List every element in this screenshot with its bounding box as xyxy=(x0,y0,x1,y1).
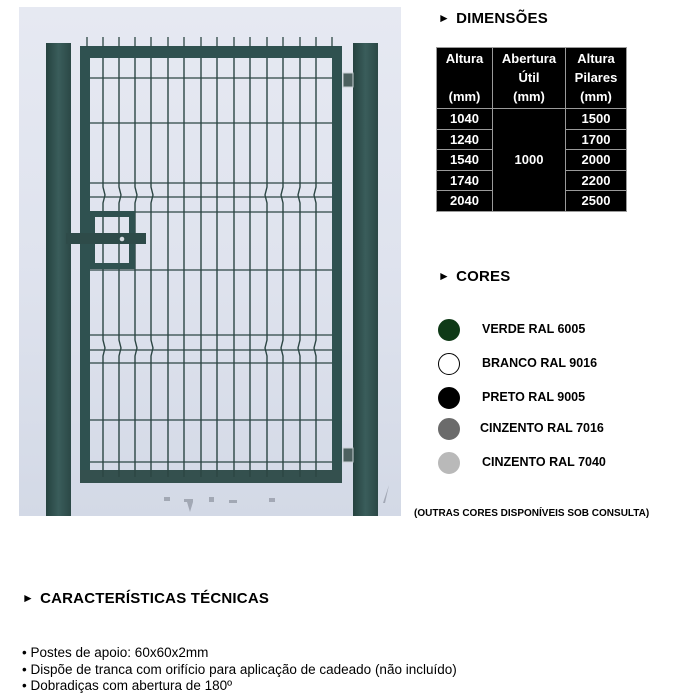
colors-heading: ► CORES xyxy=(438,268,511,285)
header-altura-pilares: Altura Pilares (mm) xyxy=(566,48,627,109)
color-swatch xyxy=(438,353,460,375)
triangle-bullet-icon: ► xyxy=(438,11,451,25)
dimensions-heading: ► DIMENSÕES xyxy=(438,10,548,27)
color-option-preto: PRETO RAL 9005 xyxy=(438,385,460,411)
mesh-horizontals xyxy=(90,78,332,462)
table-row: 1040 1000 1500 xyxy=(437,109,627,130)
dimensions-table xyxy=(436,47,627,212)
color-swatch xyxy=(438,452,460,474)
other-colors-note: (OUTRAS CORES DISPONÍVEIS SOB CONSULTA) xyxy=(414,508,650,519)
list-item: • Postes de apoio: 60x60x2mm xyxy=(22,645,457,662)
color-swatch xyxy=(438,387,460,409)
lock-hardware xyxy=(66,214,146,266)
product-photo xyxy=(19,7,401,516)
hinges xyxy=(343,73,353,462)
table-row: 1540 2000 xyxy=(437,150,627,171)
right-post xyxy=(353,43,378,516)
left-post xyxy=(46,43,71,516)
technical-heading: ► CARACTERÍSTICAS TÉCNICAS xyxy=(22,590,270,607)
table-header-row xyxy=(437,48,627,109)
triangle-bullet-icon: ► xyxy=(22,591,35,605)
gate-illustration xyxy=(19,7,401,516)
header-abertura-util: Abertura Útil (mm) xyxy=(493,48,566,109)
table-row: 2040 2500 xyxy=(437,191,627,212)
top-spikes xyxy=(87,37,332,47)
header-altura: Altura (mm) xyxy=(437,48,493,109)
color-swatch xyxy=(438,319,460,341)
color-option-cinzento-7040: CINZENTO RAL 7040 xyxy=(438,450,460,476)
table-row: 1740 2200 xyxy=(437,170,627,191)
color-option-cinzento-7016: CINZENTO RAL 7016 xyxy=(438,416,460,442)
color-swatch xyxy=(438,418,460,440)
abertura-util-cell: 1000 xyxy=(493,109,566,212)
color-option-branco: BRANCO RAL 9016 xyxy=(438,351,460,377)
technical-list xyxy=(22,645,457,695)
list-item: • Dobradiças com abertura de 180º xyxy=(22,678,457,695)
triangle-bullet-icon: ► xyxy=(438,269,451,283)
color-option-verde: VERDE RAL 6005 xyxy=(438,317,460,343)
list-item: • Dispõe de tranca com orifício para aplicação de cadeado (não incluído) xyxy=(22,662,457,679)
table-row: 1240 1700 xyxy=(437,129,627,150)
